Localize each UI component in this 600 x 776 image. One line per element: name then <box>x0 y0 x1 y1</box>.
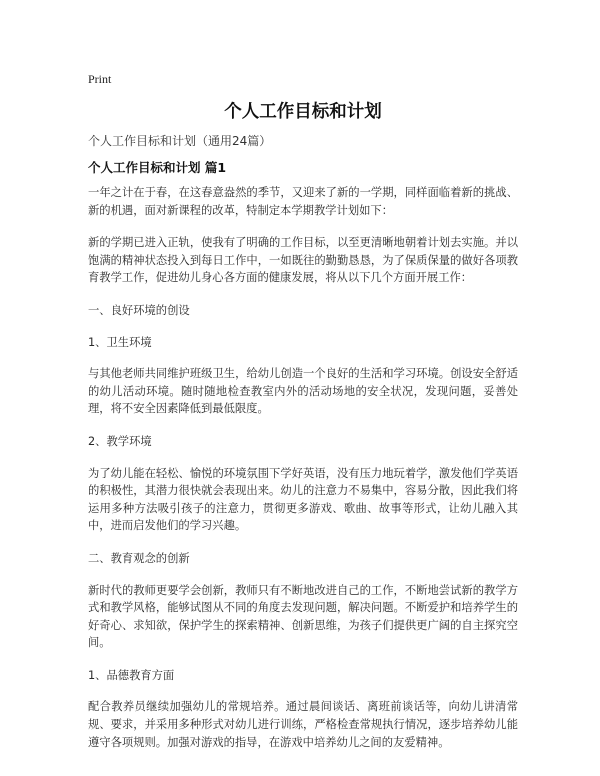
paragraph: 配合教养员继续加强幼儿的常规培养。通过晨间谈话、离班前谈话等，向幼儿讲清常规、要求，并采用多种形式对幼儿进行训练，严格检查常规执行情况，逐步培养幼儿能遵守各项规则。加强对游戏的指导，在游戏中培养幼儿之间的友爱精神。 <box>88 700 518 749</box>
paragraph: 一年之计在于春，在这春意盎然的季节，又迎来了新的一学期，同样面临着新的挑战、新的机遇，面对新课程的改革，特制定本学期教学计划如下： <box>88 186 518 217</box>
subsection-heading: 1、卫生环境 <box>88 335 152 349</box>
section-title: 个人工作目标和计划 篇1 <box>88 160 227 175</box>
document-body <box>88 184 518 766</box>
section-heading: 一、良好环境的创设 <box>88 303 190 317</box>
paragraph: 为了幼儿能在轻松、愉悦的环境氛围下学好英语，没有压力地玩着学，激发他们学英语的积极性，其潜力很快就会表现出来。幼儿的注意力不易集中，容易分散，因此我们将运用多种方法吸引孩子的注意力，贯彻更多游戏、歌曲、故事等形式，让幼儿融入其中，进而启发他们的学习兴趣。 <box>88 466 518 533</box>
document-subtitle: 个人工作目标和计划（通用24篇） <box>88 134 272 148</box>
subsection-heading: 1、品德教育方面 <box>88 668 175 682</box>
document-title: 个人工作目标和计划 <box>224 102 382 122</box>
print-label[interactable]: Print <box>88 72 112 86</box>
paragraph: 新的学期已进入正轨，使我有了明确的工作目标，以至更清晰地朝着计划去实施。并以饱满的精神状态投入到每日工作中，一如既往的勤勤恳恳，为了保质保量的做好各项教育教学工作，促进幼儿身心各方面的健康发展，将从以下几个方面开展工作： <box>88 236 518 285</box>
subsection-heading: 2、教学环境 <box>88 434 152 448</box>
paragraph: 与其他老师共同维护班级卫生，给幼儿创造一个良好的生活和学习环境。创设安全舒适的幼儿活动环境。随时随地检查教室内外的活动场地的安全状况，发现问题，妥善处理，将不安全因素降低到最低限度。 <box>88 367 518 416</box>
paragraph: 新时代的教师更要学会创新，教师只有不断地改进自己的工作，不断地尝试新的教学方式和教学风格，能够试图从不同的角度去发现问题，解决问题。不断爱护和培养学生的好奇心、求知欲，保护学生的探索精神、创新思维，为孩子们提供更广阔的自主探究空间。 <box>88 583 518 650</box>
section-heading: 二、教育观念的创新 <box>88 551 190 565</box>
